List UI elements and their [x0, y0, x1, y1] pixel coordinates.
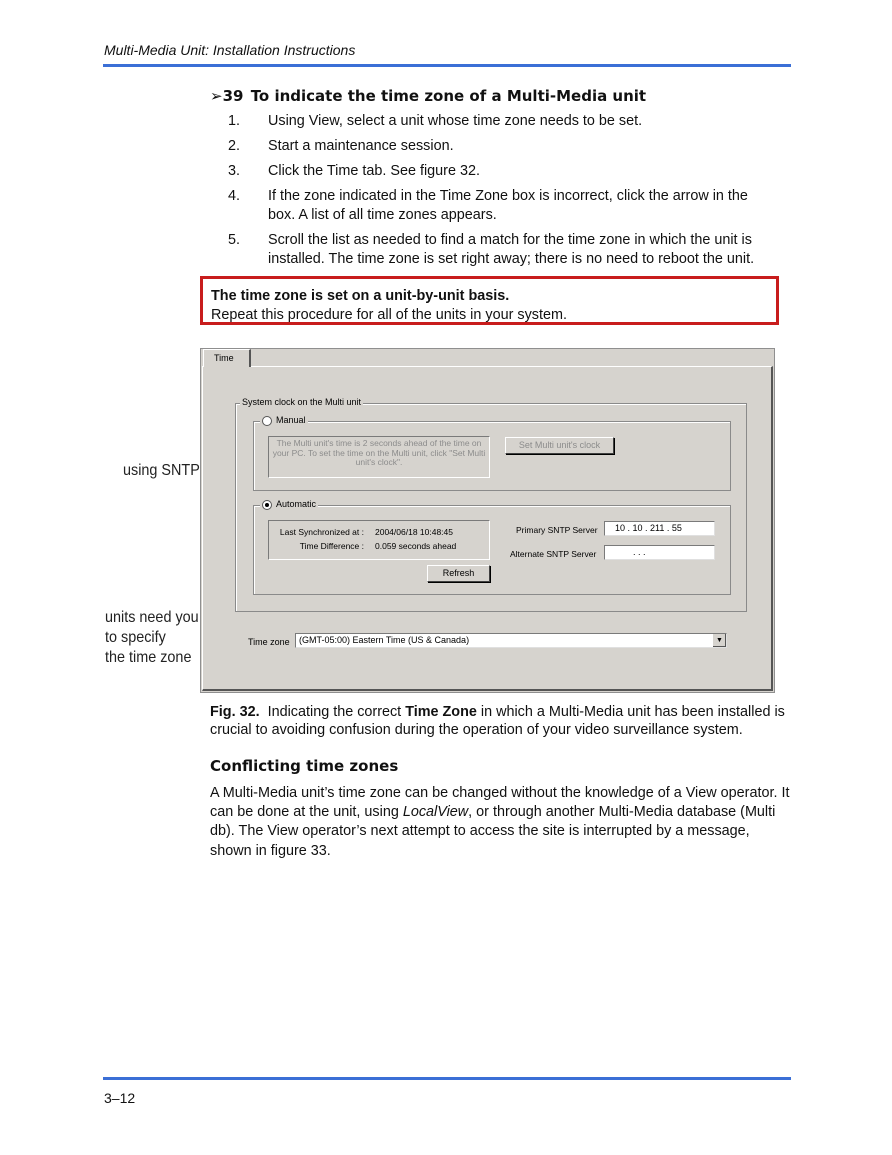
step-text: Using View, select a unit whose time zone needs to be set. [268, 113, 643, 129]
time-diff-label: Time Difference : [299, 541, 364, 551]
caption-text-before: Indicating the correct [267, 704, 406, 720]
automatic-label: Automatic [276, 499, 317, 509]
caption-text-after: in which a Multi-Media unit has been installed is crucial to avoiding confusion during the operation of your video surveillance system. [210, 704, 785, 738]
header-rule [103, 64, 791, 67]
time-tab-panel [202, 366, 773, 691]
callout-line: to specify [105, 629, 166, 646]
section-paragraph [210, 784, 790, 861]
note-text: Repeat this procedure for all of the units in your system. [211, 307, 567, 323]
manual-radio[interactable] [262, 416, 272, 426]
procedure-title-text: To indicate the time zone of a Multi-Media unit [250, 87, 647, 105]
manual-message: The Multi unit's time is 2 seconds ahead of the time on your PC. To set the time on the Multi unit, click "Set Multi unit's clock". [268, 436, 490, 478]
figure-caption [210, 703, 790, 739]
note-bold: The time zone is set on a unit-by-unit basis. [211, 288, 510, 304]
para-text-after: , or through another Multi-Media database (Multi db). The View operator’s next attempt to access the site is interrupted by a message, shown in figure 33. [210, 804, 776, 859]
section-title: Conflicting time zones [210, 757, 399, 775]
callout-timezone [105, 608, 199, 668]
automatic-group [253, 499, 731, 595]
note-box [200, 276, 779, 325]
manual-option[interactable] [260, 415, 308, 426]
procedure-title [210, 87, 646, 105]
refresh-button[interactable]: Refresh [427, 565, 490, 582]
step-item [228, 187, 773, 225]
step-item [228, 112, 773, 131]
step-number: 4. [228, 188, 241, 204]
last-sync-label: Last Synchronized at : [279, 527, 364, 537]
timezone-select[interactable] [295, 633, 727, 648]
manual-group [253, 415, 731, 491]
step-item [228, 162, 773, 181]
manual-label: Manual [276, 415, 306, 425]
sync-status-box [268, 520, 490, 560]
chevron-down-icon[interactable]: ▼ [712, 634, 726, 647]
para-text-before: A Multi-Media unit’s time zone can be changed without the knowledge of a View operator. It can be done at the unit, using [210, 785, 790, 821]
tab-time[interactable]: Time [203, 349, 251, 367]
page-number: 3–12 [104, 1090, 136, 1106]
footer-rule [103, 1077, 791, 1080]
step-text: If the zone indicated in the Time Zone box is incorrect, click the arrow in the box. A list of all time zones appears. [268, 188, 748, 223]
step-item [228, 137, 773, 156]
step-text: Start a maintenance session. [268, 138, 454, 154]
para-italic: LocalView [402, 804, 469, 821]
procedure-marker: ➢39 [210, 87, 244, 105]
primary-sntp-input[interactable]: 10 . 10 . 211 . 55 [604, 521, 715, 536]
set-multi-unit-clock-button[interactable]: Set Multi unit's clock [505, 437, 614, 454]
caption-label: Fig. 32. [210, 704, 260, 720]
step-number: 3. [228, 163, 241, 179]
callout-sntp: using SNTP [123, 462, 200, 479]
automatic-radio[interactable] [262, 500, 272, 510]
system-clock-group [235, 397, 747, 612]
alternate-sntp-label: Alternate SNTP Server [510, 549, 597, 559]
step-item [228, 231, 773, 269]
alternate-sntp-input[interactable]: . . . [604, 545, 715, 560]
timezone-label: Time zone [248, 637, 290, 647]
primary-sntp-label: Primary SNTP Server [516, 525, 598, 535]
step-text: Click the Time tab. See figure 32. [268, 163, 480, 179]
step-number: 1. [228, 113, 241, 129]
automatic-option[interactable] [260, 499, 318, 510]
time-diff-value: 0.059 seconds ahead [375, 541, 457, 551]
timezone-value: (GMT-05:00) Eastern Time (US & Canada) [299, 635, 470, 645]
step-text: Scroll the list as needed to find a match for the time zone in which the unit is installed. The time zone is set right away; there is no need to reboot the unit. [268, 232, 755, 267]
step-number: 2. [228, 138, 241, 154]
time-settings-screenshot [200, 348, 775, 693]
system-clock-group-label: System clock on the Multi unit [242, 397, 362, 407]
callout-line: units need you [105, 609, 199, 626]
steps-list [228, 112, 773, 275]
step-number: 5. [228, 232, 241, 248]
last-sync-value: 2004/06/18 10:48:45 [375, 527, 453, 537]
caption-bold: Time Zone [405, 704, 477, 720]
callout-line: the time zone [105, 649, 192, 666]
header-title: Multi-Media Unit: Installation Instructions [104, 42, 356, 58]
